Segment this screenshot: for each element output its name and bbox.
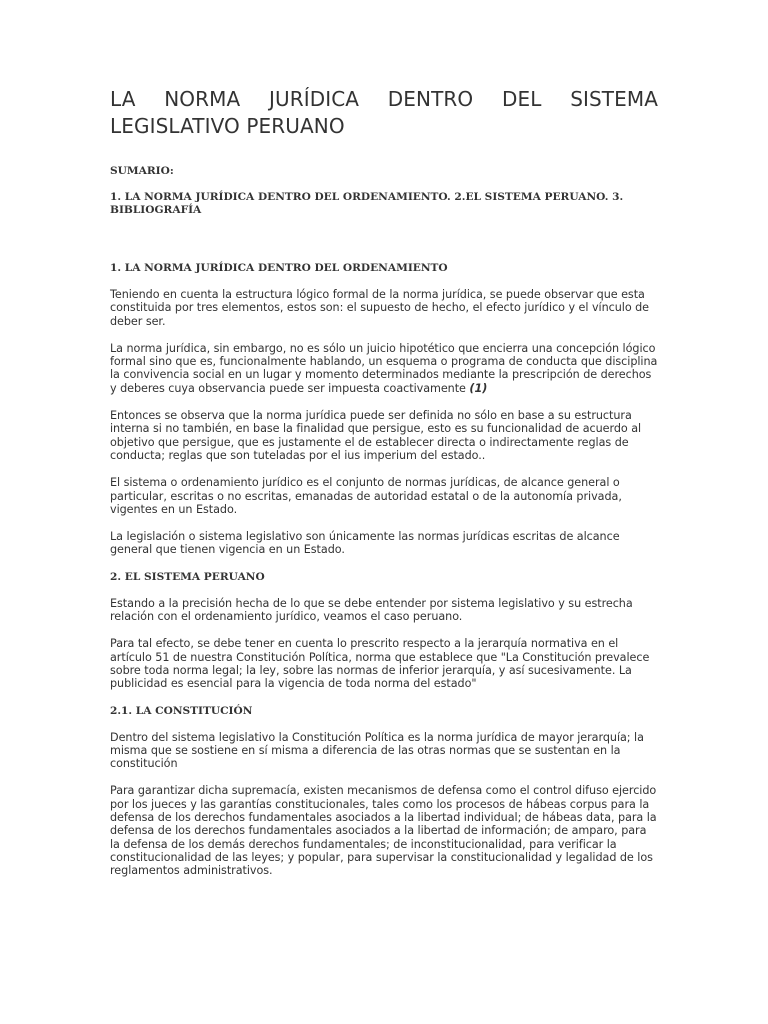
paragraph-9: Para garantizar dicha supremacía, existen mecanismos de defensa como el control difuso ejercido por los jueces y las garantías constitucionales, tales como los procesos de hábeas corpus para la defensa de los derechos fundamentales asociados a la libertad individual; de hábeas data, para la defensa de los derechos fundamentales asociados a la libertad de información; de amparo, para la defensa de los demás derechos fundamentales; de inconstitucionalidad, para verificar la constitucionalidad de las leyes; y popular, para supervisar la constitucionalidad y legalidad de los reglamentos administrativos. — [110, 784, 657, 878]
paragraph-7: Para tal efecto, se debe tener en cuenta lo prescrito respecto a la jerarquía normativa en el artículo 51 de nuestra Constitución Política, norma que establece que "La Constitución prevalece sobre toda norma legal; la ley, sobre las normas de inferior jerarquía, y así sucesivamente. La publicidad es esencial para la vigencia de toda norma del estado" — [110, 637, 650, 691]
paragraph-3: Entonces se observa que la norma jurídica puede ser definida no sólo en base a su estructura interna si no también, en base la finalidad que persigue, esto es su funcionalidad de acuerdo al objetivo que persigue, que es justamente el de establecer directa o indirectamente reglas de conducta; reglas que son tuteladas por el ius imperium del estado.. — [110, 409, 642, 462]
paragraph-2-text: La norma jurídica, sin embargo, no es sólo un juicio hipotético que encierra una concepción lógico formal sino que es, funcionalmente hablando, un esquema o programa de conducta que disciplina la convivencia social en un lugar y momento determinados mediante la prescripción de derechos y deberes cuya observancia puede ser impuesta coactivamente — [110, 341, 658, 395]
footnote-reference[interactable]: (1) — [469, 381, 488, 395]
section-1-heading: 1. LA NORMA JURÍDICA DENTRO DEL ORDENAMIENTO — [110, 262, 448, 274]
paragraph-8: Dentro del sistema legislativo la Constitución Política es la norma jurídica de mayor jerarquía; la misma que se sostiene en sí misma a diferencia de las otras normas que se sustentan en la constitución — [110, 730, 644, 771]
paragraph-1: Teniendo en cuenta la estructura lógico formal de la norma jurídica, se puede observar que esta constituida por tres elementos, estos son: el supuesto de hecho, el efecto jurídico y el vínculo de deber ser. — [110, 288, 650, 328]
section-2-heading: 2. EL SISTEMA PERUANO — [110, 570, 265, 583]
section-2-1-heading: 2.1. LA CONSTITUCIÓN — [110, 704, 253, 717]
paragraph-6: Estando a la precisión hecha de lo que se debe entender por sistema legislativo y su estrecha relación con el ordenamiento jurídico, veamos el caso peruano. — [110, 596, 633, 624]
document-title: LA NORMA JURÍDICA DENTRO DEL SISTEMA LEGISLATIVO PERUANO — [110, 87, 658, 138]
paragraph-2 — [110, 342, 658, 395]
sumario-text: 1. LA NORMA JURÍDICA DENTRO DEL ORDENAMIENTO. 2.EL SISTEMA PERUANO. 3. BIBLIOGRAFÍA — [110, 191, 624, 216]
paragraph-4: El sistema o ordenamiento jurídico es el conjunto de normas jurídicas, de alcance general o particular, escritas o no escritas, emanadas de autoridad estatal o de la autonomía privada, vigentes en un Estado. — [110, 476, 622, 516]
sumario-label: SUMARIO: — [110, 165, 174, 177]
paragraph-5: La legislación o sistema legislativo son únicamente las normas jurídicas escritas de alcance general que tienen vigencia en un Estado. — [110, 530, 620, 557]
document-page — [110, 86, 658, 892]
